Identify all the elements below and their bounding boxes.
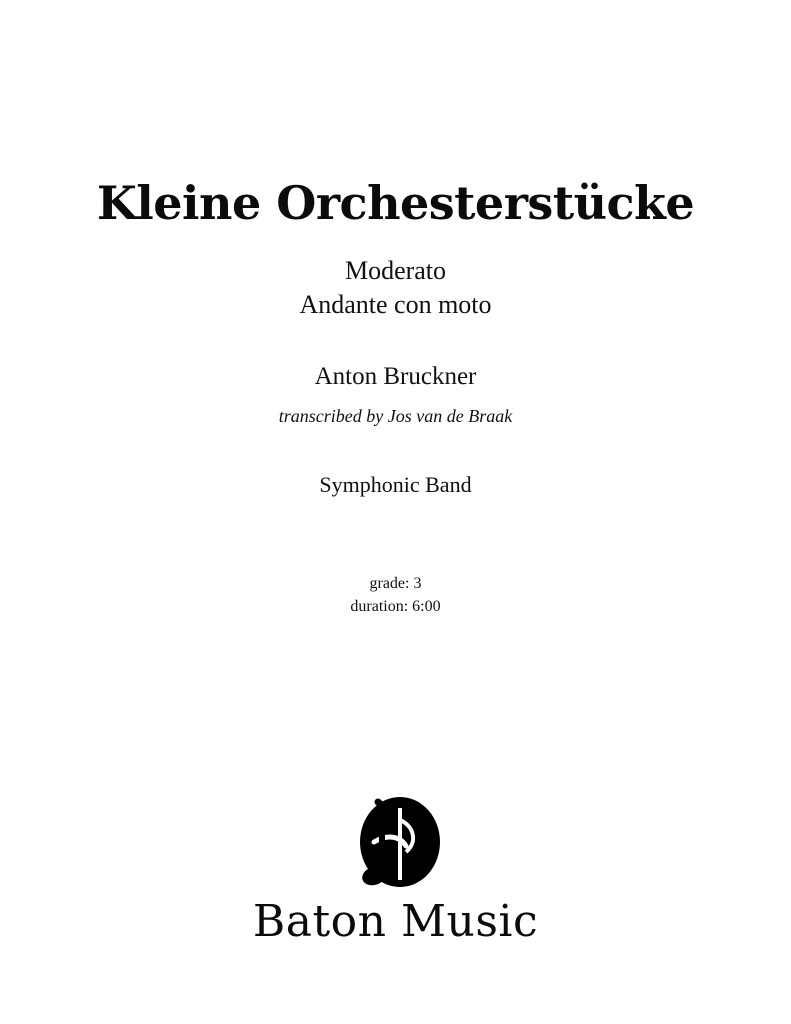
ensemble-type: Symphonic Band (319, 472, 472, 497)
movement-list (0, 254, 791, 323)
page-title: Kleine Orchesterstücke (96, 176, 695, 230)
duration-line: duration: 6:00 (350, 598, 441, 616)
movement-item: Moderato (344, 256, 447, 285)
publisher-name: Baton Music (252, 896, 539, 947)
composer-name: Anton Bruckner (314, 363, 477, 390)
score-details (0, 572, 791, 618)
transcriber-credit: transcribed by Jos van de Braak (278, 406, 513, 426)
movement-item: Andante con moto (299, 290, 492, 320)
baton-music-logo-icon (348, 790, 444, 894)
grade-line: grade: 3 (369, 575, 422, 592)
publisher-block (0, 790, 791, 947)
